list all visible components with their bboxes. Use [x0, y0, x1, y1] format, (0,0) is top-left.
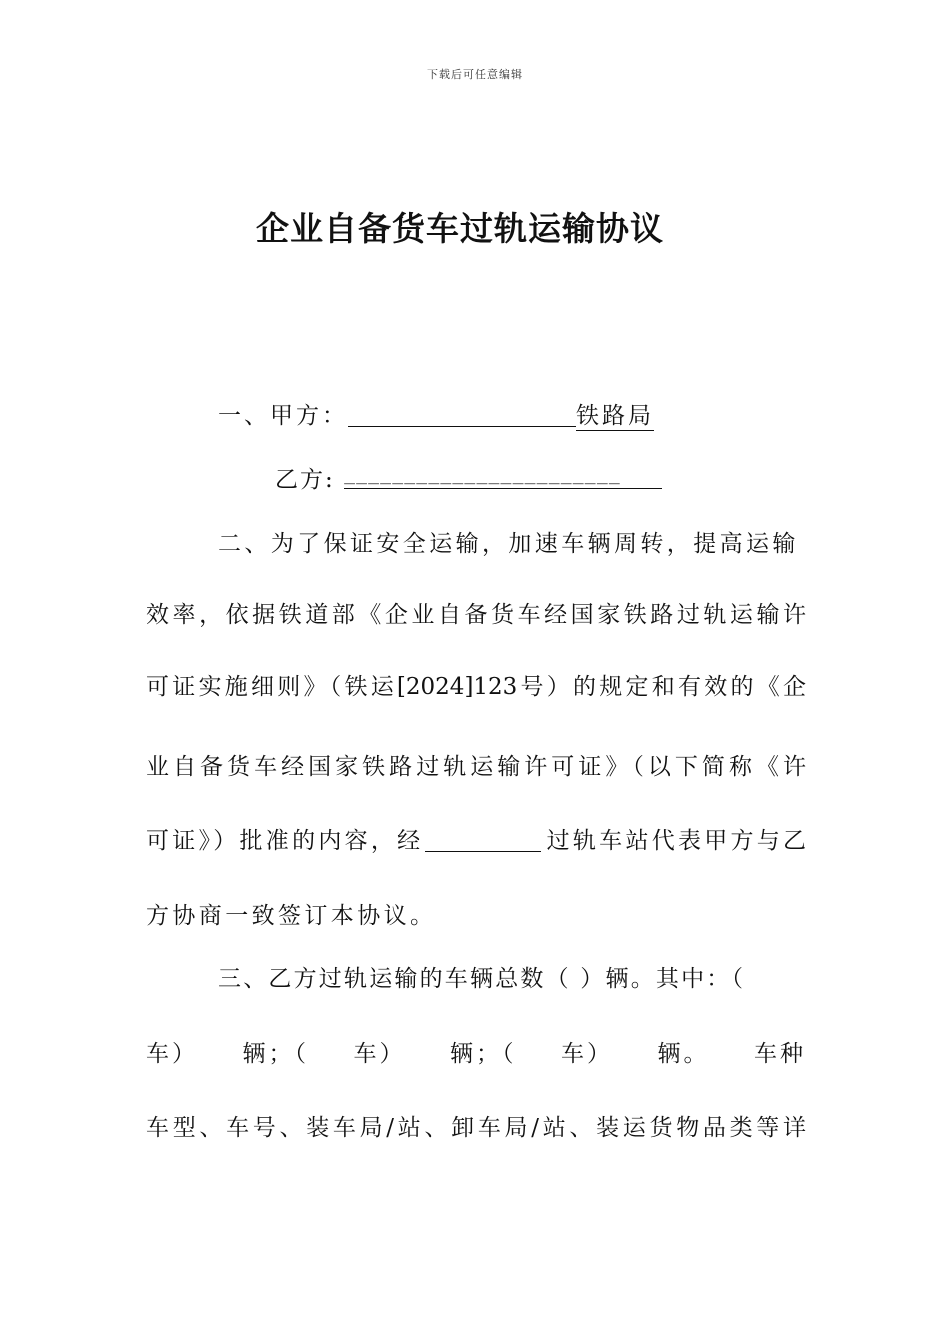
- section2-line-3: 可证实施细则》（铁运[2024]123号）的规定和有效的《企: [146, 674, 806, 700]
- section2-line-5-before: 可证》）批准的内容，经: [146, 828, 424, 854]
- vehicle-count-2: 辆；（: [450, 1041, 517, 1067]
- section2-line-5: [146, 823, 806, 859]
- section2-line-2: 效率，依据铁道部《企业自备货车经国家铁路过轨运输许: [146, 602, 806, 628]
- section3-line-1: 三、乙方过轨运输的车辆总数（ ）辆。其中：（: [218, 966, 746, 992]
- vehicle-count-3: 辆。: [657, 1041, 710, 1067]
- section2-line-6: 方协商一致签订本协议。: [146, 903, 437, 929]
- section3-line-2: [146, 1036, 806, 1072]
- vehicle-type-1: 车）: [146, 1041, 198, 1067]
- vehicle-type-2: 车）: [353, 1041, 406, 1067]
- section2-line-5-after: 过轨车站代表甲方与乙: [543, 828, 807, 854]
- vehicle-type-3: 车）: [561, 1041, 613, 1067]
- party-b-blank: _______________________: [344, 462, 662, 489]
- document-title: 企业自备货车过轨运输协议: [256, 209, 664, 248]
- party-a-blank: [348, 400, 576, 427]
- party-b-line: [275, 462, 675, 498]
- party-b-prefix: 乙方:: [275, 467, 335, 493]
- station-blank: [425, 825, 541, 852]
- party-a-prefix: 一、甲方：: [218, 403, 348, 429]
- party-a-line: [218, 398, 658, 434]
- section2-line-1: 二、为了保证安全运输，加速车辆周转，提高运输: [218, 531, 799, 557]
- header-note: 下载后可任意编辑: [427, 68, 523, 81]
- party-a-suffix: 铁路局: [576, 403, 654, 429]
- section3-line-3: 车型、车号、装车局/站、卸车局/站、装运货物品类等详: [146, 1115, 806, 1141]
- vehicle-count-1: 辆；（: [242, 1041, 309, 1067]
- vehicle-kind: 车种: [754, 1041, 806, 1067]
- section2-line-4: 业自备货车经国家铁路过轨运输许可证》（以下简称《许: [146, 754, 806, 780]
